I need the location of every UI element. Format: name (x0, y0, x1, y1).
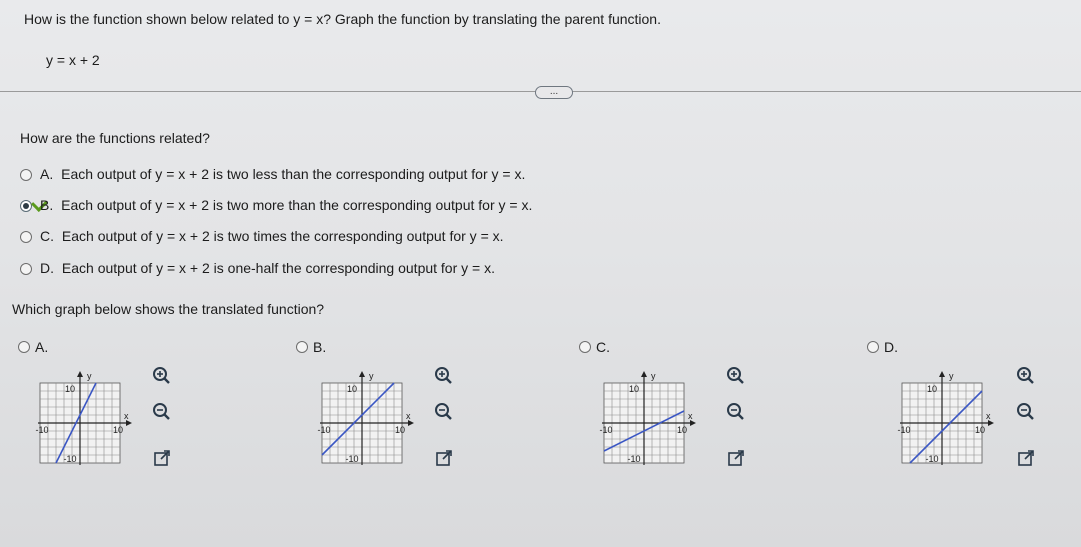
x-axis-label: x (124, 411, 129, 421)
part1-option-d[interactable] (40, 260, 495, 276)
graph-c[interactable] (592, 365, 702, 475)
y-axis-label: y (369, 371, 374, 381)
expand-icon[interactable] (152, 448, 172, 468)
zoom-in-icon[interactable] (152, 366, 172, 386)
part1-option-a[interactable] (40, 166, 525, 182)
part2-prompt: Which graph below shows the translated function? (12, 301, 325, 317)
y-tick-label: -10 (345, 454, 359, 464)
x-tick-label: -10 (317, 425, 331, 435)
x-tick-label: 10 (676, 425, 688, 435)
x-tick-label: -10 (35, 425, 49, 435)
part2-radio-d[interactable] (867, 341, 879, 353)
part2-radio-a[interactable] (18, 341, 30, 353)
option-letter: B. (40, 197, 54, 213)
x-axis-label: x (406, 411, 411, 421)
y-axis-arrow (359, 371, 365, 377)
y-axis-arrow (641, 371, 647, 377)
question-prompt: How is the function shown below related to y = x? Graph the function by translating the parent function. (24, 11, 661, 27)
y-axis-label: y (651, 371, 656, 381)
x-tick-label: 10 (974, 425, 986, 435)
x-axis-label: x (986, 411, 991, 421)
option-text: Each output of y = x + 2 is two times the corresponding output for y = x. (61, 228, 504, 244)
y-axis-arrow (77, 371, 83, 377)
y-tick-label: -10 (627, 454, 641, 464)
option-letter: D. (40, 260, 54, 276)
expand-icon[interactable] (1016, 448, 1036, 468)
zoom-in-icon[interactable] (726, 366, 746, 386)
x-tick-label: 10 (112, 425, 124, 435)
y-tick-label: 10 (628, 384, 640, 394)
y-tick-label: 10 (64, 384, 76, 394)
graph-b[interactable] (310, 365, 420, 475)
function-equation: y = x + 2 (46, 52, 100, 68)
x-axis-label: x (688, 411, 693, 421)
part1-option-b[interactable] (40, 197, 532, 213)
y-tick-label: 10 (926, 384, 938, 394)
x-tick-label: -10 (599, 425, 613, 435)
part1-radio-c[interactable] (20, 231, 32, 243)
zoom-out-icon[interactable] (152, 402, 172, 422)
zoom-out-icon[interactable] (726, 402, 746, 422)
y-axis-label: y (87, 371, 92, 381)
graph-a[interactable] (28, 365, 138, 475)
zoom-out-icon[interactable] (434, 402, 454, 422)
expand-icon[interactable] (726, 448, 746, 468)
expand-icon[interactable] (434, 448, 454, 468)
zoom-out-icon[interactable] (1016, 402, 1036, 422)
graph-d[interactable] (890, 365, 1000, 475)
y-tick-label: 10 (346, 384, 358, 394)
part1-prompt: How are the functions related? (20, 130, 210, 146)
part1-option-c[interactable] (40, 228, 504, 244)
y-tick-label: -10 (63, 454, 77, 464)
part2-radio-c[interactable] (579, 341, 591, 353)
more-button[interactable]: ... (535, 86, 573, 99)
x-tick-label: 10 (394, 425, 406, 435)
y-tick-label: -10 (925, 454, 939, 464)
part2-radio-b[interactable] (296, 341, 308, 353)
part2-option-d-label[interactable]: D. (884, 339, 898, 355)
option-letter: C. (40, 228, 54, 244)
y-axis-arrow (939, 371, 945, 377)
part1-radio-b[interactable] (20, 200, 32, 212)
x-tick-label: -10 (897, 425, 911, 435)
part2-option-c-label[interactable]: C. (596, 339, 610, 355)
y-axis-label: y (949, 371, 954, 381)
zoom-in-icon[interactable] (434, 366, 454, 386)
part2-option-b-label[interactable]: B. (313, 339, 327, 355)
option-text: Each output of y = x + 2 is one-half the corresponding output for y = x. (61, 260, 495, 276)
zoom-in-icon[interactable] (1016, 366, 1036, 386)
option-letter: A. (40, 166, 54, 182)
option-text: Each output of y = x + 2 is two less than the corresponding output for y = x. (61, 166, 526, 182)
part2-option-a-label[interactable]: A. (35, 339, 49, 355)
part1-radio-d[interactable] (20, 263, 32, 275)
option-text: Each output of y = x + 2 is two more than the corresponding output for y = x. (61, 197, 533, 213)
part1-radio-a[interactable] (20, 169, 32, 181)
